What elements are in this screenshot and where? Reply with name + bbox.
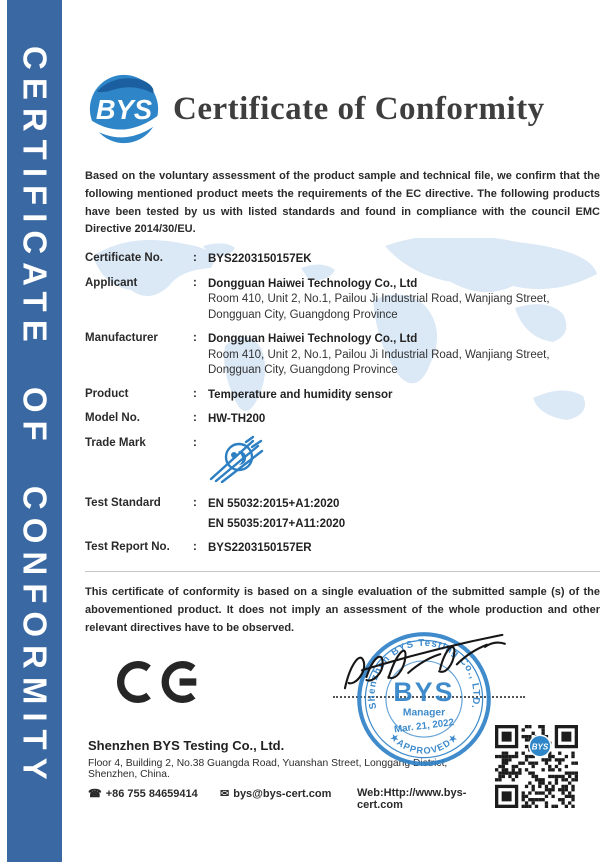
applicant-address-line2: Dongguan City, Guangdong Province xyxy=(208,308,398,321)
certificate-body xyxy=(85,58,600,648)
field-colon: : xyxy=(193,412,197,425)
field-colon: : xyxy=(193,541,197,554)
intro-paragraph: Based on the voluntary assessment of the product sample and technical file, we confirm that the following mentioned product meets the requirements of the EC directive. The following products have been tested by us with listed standards and found in compliance with the council EMC Directive 2014/30/EU. xyxy=(85,170,600,236)
field-colon: : xyxy=(193,436,197,449)
trade-mark-logo-icon xyxy=(208,435,266,483)
phone-icon: ☎ xyxy=(88,788,102,800)
field-colon: : xyxy=(193,276,197,289)
field-colon: : xyxy=(193,332,197,345)
applicant-address-line1: Room 410, Unit 2, No.1, Pailou Ji Industrial Road, Wanjiang Street, xyxy=(208,293,550,306)
field-label: Applicant xyxy=(85,276,138,289)
applicant-company: Dongguan Haiwei Technology Co., Ltd xyxy=(208,277,418,290)
footer-contact-row xyxy=(88,787,493,811)
field-label: Test Standard xyxy=(85,497,161,510)
model-number-value: HW-TH200 xyxy=(208,413,266,426)
field-label: Manufacturer xyxy=(85,332,158,345)
footer-phone xyxy=(88,787,220,811)
field-label: Model No. xyxy=(85,412,140,425)
field-label: Trade Mark xyxy=(85,436,146,449)
footer-address: Floor 4, Building 2, No.38 Guangda Road, Yuanshan Street, Longgang District, Shenzhen, China. xyxy=(88,758,448,780)
field-model-no xyxy=(85,412,600,428)
svg-text:★APPROVED★: ★APPROVED★ xyxy=(388,731,460,756)
certificate-fields xyxy=(85,252,600,557)
qr-code xyxy=(495,725,578,808)
stamp-role-text: Manager xyxy=(402,707,446,719)
footer-email-address: bys@bys-cert.com xyxy=(233,788,332,800)
field-test-standard xyxy=(85,497,600,532)
page-title: Certificate of Conformity xyxy=(173,90,545,127)
handwritten-signature xyxy=(334,629,515,706)
svg-text:BYS: BYS xyxy=(95,93,153,125)
envelope-icon: ✉ xyxy=(220,788,230,800)
test-standard-line1: EN 55032:2015+A1:2020 xyxy=(208,498,340,511)
test-report-number-value: BYS2203150157ER xyxy=(208,542,312,555)
certificate-header xyxy=(85,70,600,148)
svg-text:BYS: BYS xyxy=(531,742,549,752)
field-colon: : xyxy=(193,387,197,400)
certificate-number-value: BYS2203150157EK xyxy=(208,253,312,266)
field-manufacturer xyxy=(85,332,600,379)
field-product xyxy=(85,388,600,404)
field-colon: : xyxy=(193,252,197,265)
field-label: Product xyxy=(85,387,129,400)
footer-website: Web:Http://www.bys-cert.com xyxy=(357,787,467,811)
field-applicant xyxy=(85,277,600,324)
test-standard-line2: EN 55035:2017+A11:2020 xyxy=(208,517,346,530)
statement-paragraph: This certificate of conformity is based on a single evaluation of the submitted sample (s) of the abovementioned product. It does not imply an assessment of the whole production and other relevant directives have to be observed. xyxy=(85,585,600,634)
bys-logo-icon xyxy=(85,70,163,148)
separator-line xyxy=(85,571,600,572)
field-trade-mark xyxy=(85,437,600,489)
ce-mark xyxy=(114,642,211,722)
field-label: Certificate No. xyxy=(85,252,163,265)
stamp-center-text: BYS xyxy=(393,677,455,708)
footer-email xyxy=(220,787,357,811)
manufacturer-address-line1: Room 410, Unit 2, No.1, Pailou Ji Industrial Road, Wanjiang Street, xyxy=(208,348,550,361)
footer-company-name: Shenzhen BYS Testing Co., Ltd. xyxy=(88,738,285,753)
manufacturer-company: Dongguan Haiwei Technology Co., Ltd xyxy=(208,333,418,346)
field-certificate-no xyxy=(85,252,600,268)
side-banner xyxy=(7,0,62,862)
side-banner-text: CERTIFICATE OF CONFORMITY xyxy=(16,46,54,788)
field-colon: : xyxy=(193,497,197,510)
field-label: Test Report No. xyxy=(85,541,170,554)
svg-text:Shenzhen BYS Testing Co., LTD.: Shenzhen BYS Testing Co., LTD. xyxy=(366,637,482,711)
field-test-report-no xyxy=(85,541,600,557)
footer-phone-number: +86 755 84659414 xyxy=(105,788,198,800)
stamp-date-text: Mar. 21, 2022 xyxy=(393,717,455,736)
product-value: Temperature and humidity sensor xyxy=(208,388,393,401)
manufacturer-address-line2: Dongguan City, Guangdong Province xyxy=(208,364,398,377)
